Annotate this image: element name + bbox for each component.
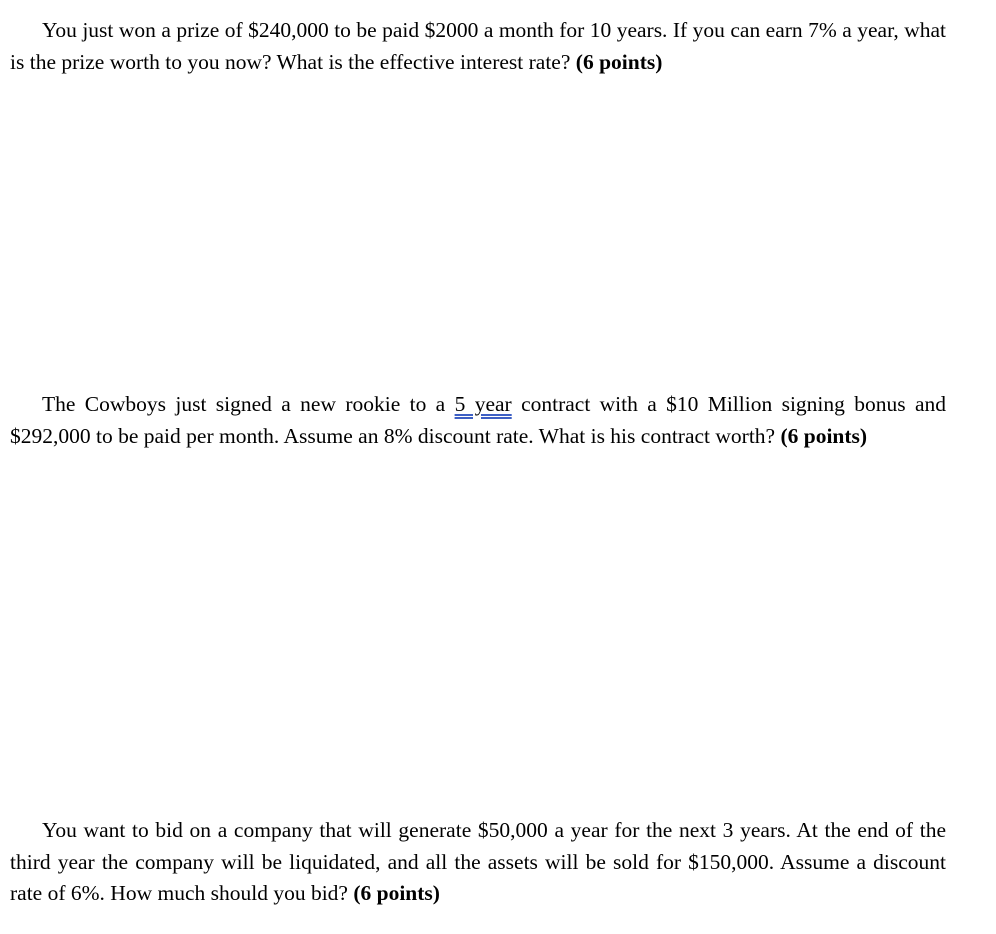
question-2-underlined-term: 5 year bbox=[454, 392, 512, 416]
question-2-text-after: contract with a $10 Million signing bonus and $292,000 to be paid per month. Assume an 8% discount rate. What is his contract worth? bbox=[10, 392, 947, 448]
question-2-text-before: The Cowboys just signed a new rookie to a bbox=[42, 392, 446, 416]
question-1-text: You just won a prize of $240,000 to be paid $2000 a month for 10 years. If you can earn 7% a year, what is the prize worth to you now? What is the effective interest rate? bbox=[10, 18, 946, 74]
question-2-points: (6 points) bbox=[780, 423, 868, 448]
question-3 bbox=[10, 815, 946, 910]
question-1-points: (6 points) bbox=[575, 49, 663, 74]
question-2 bbox=[10, 389, 946, 452]
question-1 bbox=[10, 15, 946, 78]
question-3-points: (6 points) bbox=[353, 881, 440, 906]
question-3-text: You want to bid on a company that will generate $50,000 a year for the next 3 years. At the end of the third year the company will be liquidated, and all the assets will be sold for $150,000. Assume a discount rate of 6%. How much should you bid? bbox=[10, 818, 946, 906]
